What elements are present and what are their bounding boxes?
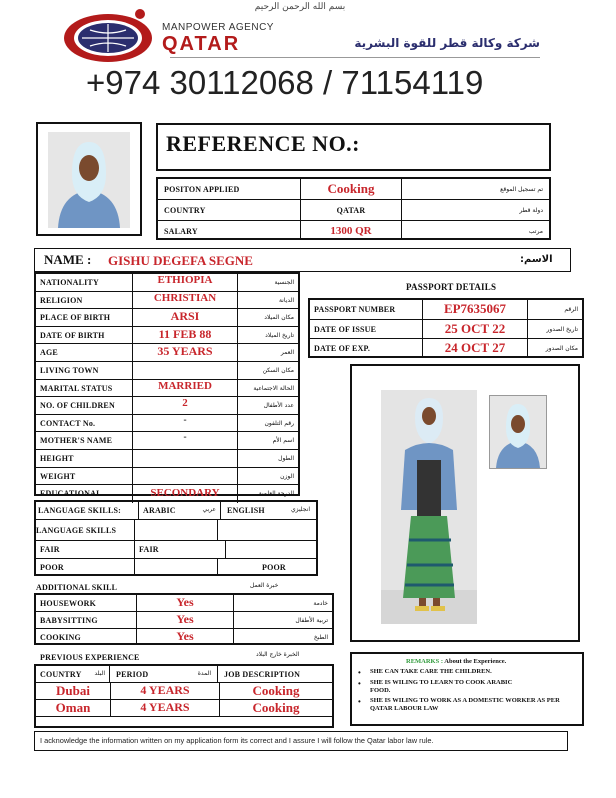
experience-title-ar: الخبرة خارج البلاد (256, 651, 300, 658)
personal-row (36, 274, 298, 292)
skills-rows (36, 595, 332, 645)
position-applied-value: Cooking (301, 179, 402, 199)
skill-label: COOKING (36, 629, 137, 645)
field-label-ar: تم تسجيل الموقع (500, 186, 543, 193)
field-label: NO. OF CHILDREN (36, 397, 133, 414)
experience-job: Cooking (252, 700, 300, 715)
field-label: DATE OF EXP. (310, 339, 423, 357)
experience-job: Cooking (252, 683, 300, 698)
arabic-label-ar: عربي (202, 506, 216, 513)
field-label-ar: الجنسية (274, 279, 294, 286)
field-label: PASSPORT NUMBER (310, 300, 423, 319)
fair-label: FAIR (36, 541, 135, 558)
personal-row (36, 432, 298, 450)
experience-row (36, 700, 332, 717)
field-label-ar: مكان الميلاد (264, 314, 294, 322)
personal-rows (36, 274, 298, 503)
field-label-ar: دولة قطر (519, 207, 543, 214)
cooking-value: Yes (137, 629, 234, 645)
experience-country: Dubai (36, 683, 111, 699)
passport-number-value: EP7635067 (423, 300, 528, 319)
skill-label-ar: الطبخ (313, 634, 328, 641)
nationality-value: ETHIOPIA (133, 274, 238, 291)
bullet-icon: • (358, 697, 361, 706)
skill-label: BABYSITTING (36, 612, 137, 628)
babysitting-value: Yes (137, 612, 234, 628)
skill-label-ar: تربية الأطفال (295, 617, 328, 624)
position-rows (158, 179, 549, 240)
experience-period: 4 YEARS (111, 700, 220, 716)
field-label-ar: اسم الأم (272, 437, 294, 445)
personal-row (36, 327, 298, 345)
age-value: 35 YEARS (133, 344, 238, 361)
skill-label: HOUSEWORK (36, 595, 137, 611)
country-header-ar: البلد (94, 670, 105, 677)
personal-row (36, 397, 298, 415)
field-label-ar: الدرجة العلمية (258, 490, 294, 498)
skill-row (36, 595, 332, 612)
period-column-header (110, 666, 218, 682)
experience-title: PREVIOUS EXPERIENCE (40, 653, 140, 662)
agency-name-line2: QATAR (162, 33, 241, 55)
salary-value: 1300 QR (301, 221, 402, 240)
field-label-ar: الحالة الاجتماعية (253, 384, 294, 392)
arabic-level-value: FAIR (135, 541, 226, 558)
religion-value: CHRISTIAN (133, 292, 238, 309)
height-value (133, 450, 238, 467)
language-header: LANGUAGE SKILLS: (36, 502, 139, 519)
passport-title: PASSPORT DETAILS (406, 282, 497, 292)
skills-title: ADDITIONAL SKILL (36, 583, 118, 592)
field-label: WEIGHT (36, 468, 133, 485)
passport-row (310, 320, 582, 340)
english-level-value: POOR (262, 563, 286, 572)
field-label-ar: الوزن (280, 472, 294, 480)
name-label-ar: الاسم: (520, 254, 553, 265)
field-label-ar: العمر (280, 349, 294, 357)
field-label: MOTHER'S NAME (36, 432, 133, 449)
language-header-row (36, 502, 316, 520)
country-value: QATAR (301, 200, 402, 220)
arabic-label: ARABIC (143, 506, 176, 515)
remarks-title: REMARKS : (406, 658, 444, 665)
english-column (221, 502, 316, 519)
field-label: DATE OF ISSUE (310, 320, 423, 339)
field-label: SALARY (158, 221, 301, 240)
agency-logo (60, 6, 160, 64)
living-town-value (133, 362, 238, 379)
job-header: JOB DESCRIPTION (224, 670, 301, 679)
skill-row (36, 629, 332, 645)
experience-country: Oman (36, 700, 111, 716)
field-label: RELIGION (36, 292, 133, 309)
language-fair-row (36, 541, 316, 559)
field-label-ar: رقم التلفون (264, 419, 294, 427)
language-poor-row (36, 559, 316, 576)
basmala: بسم الله الرحمن الرحيم (254, 2, 346, 12)
portrait-photo (48, 132, 130, 228)
english-label: ENGLISH (227, 506, 265, 515)
personal-row (36, 362, 298, 380)
field-label: COUNTRY (158, 200, 301, 220)
field-label: LIVING TOWN (36, 362, 133, 379)
personal-row (36, 309, 298, 327)
field-label-ar: الرقم (564, 306, 578, 313)
declaration-text: I acknowledge the information written on my application form its correct and I assure I will follow the Qatar labor law rule. (40, 736, 434, 745)
field-label-ar: مرتب (528, 228, 543, 235)
country-column-header (36, 666, 110, 682)
english-label-ar: انجليزي (290, 506, 310, 513)
name-label: NAME : (44, 252, 92, 267)
passport-row (310, 339, 582, 357)
field-label: HEIGHT (36, 450, 133, 467)
marital-status-value: MARRIED (133, 380, 238, 397)
housework-value: Yes (137, 595, 234, 611)
field-label: CONTACT No. (36, 415, 133, 432)
skills-title-ar: خبرة العمل (250, 582, 279, 589)
field-label: MARITAL STATUS (36, 380, 133, 397)
personal-row (36, 450, 298, 468)
date-of-birth-value: 11 FEB 88 (133, 327, 238, 344)
field-label: AGE (36, 344, 133, 361)
language-sub-label: LANGUAGE SKILLS (36, 520, 135, 540)
agency-phone: +974 30112068 / 71154119 (86, 64, 484, 101)
remark-item (358, 668, 578, 677)
position-row (158, 221, 549, 240)
field-label-ar: تاريخ الميلاد (265, 331, 294, 339)
personal-row (36, 380, 298, 398)
field-label: NATIONALITY (36, 274, 133, 291)
field-label-ar: مكان الصدور (545, 345, 578, 353)
field-label: EDUCATIONAL (36, 485, 133, 503)
remark-text: SHE CAN TAKE CARE THE CHILDREN. (370, 668, 492, 675)
period-header: PERIOD (116, 670, 149, 679)
education-value: SECONDARY (133, 485, 238, 503)
period-header-ar: المدة (197, 670, 211, 677)
remark-text: SHE IS WILING TO WORK AS A DOMESTIC WORKER AS PER QATAR LABOUR LAW (370, 697, 560, 712)
personal-row (36, 292, 298, 310)
language-rows (36, 502, 316, 576)
contact-value: - (133, 415, 238, 432)
full-body-photo (381, 390, 477, 624)
globe-logo-icon (60, 6, 160, 64)
field-label-ar: عدد الأطفال (263, 402, 294, 410)
passport-row (310, 300, 582, 320)
issue-date-value: 25 OCT 22 (423, 320, 528, 339)
remarks-heading (406, 658, 506, 665)
skill-row (36, 612, 332, 629)
reference-label: REFERENCE NO.: (166, 131, 361, 156)
passport-photo (489, 395, 547, 469)
experience-rows (36, 666, 332, 717)
position-row (158, 179, 549, 200)
country-header: COUNTRY (40, 670, 82, 679)
position-row (158, 200, 549, 221)
bullet-icon: • (358, 668, 361, 677)
weight-value (133, 468, 238, 485)
mother-name-value: - (133, 432, 238, 449)
arabic-column (139, 502, 221, 519)
header-rule (170, 57, 540, 58)
field-label: DATE OF BIRTH (36, 327, 133, 344)
bullet-icon: • (358, 679, 361, 688)
field-label-ar: الطول (278, 454, 294, 462)
agency-name-arabic: شركة وكالة قطر للقوة البشرية (354, 36, 540, 50)
place-of-birth-value: ARSI (133, 309, 238, 326)
children-value: 2 (133, 397, 238, 414)
remarks-subtitle: About the Experience. (444, 658, 507, 665)
personal-row (36, 415, 298, 433)
poor-label: POOR (36, 559, 135, 576)
remark-item (358, 679, 578, 695)
personal-row (36, 344, 298, 362)
field-label-ar: مكان السكن (262, 366, 294, 374)
field-label: POSITON APPLIED (158, 179, 301, 199)
experience-row (36, 683, 332, 700)
remark-item (358, 697, 578, 713)
expiry-date-value: 24 OCT 27 (423, 339, 528, 357)
experience-header-row (36, 666, 332, 683)
field-label-ar: تاريخ الصدور (546, 325, 578, 333)
agency-name-line1: MANPOWER AGENCY (162, 22, 274, 33)
skill-label-ar: خادمة (313, 600, 328, 607)
name-value: GISHU DEGEFA SEGNE (108, 253, 253, 268)
field-label-ar: الديانة (278, 296, 294, 304)
personal-row (36, 468, 298, 486)
experience-period: 4 YEARS (111, 683, 220, 699)
passport-rows (310, 300, 582, 357)
field-label: PLACE OF BIRTH (36, 309, 133, 326)
remark-text: SHE IS WILING TO LEARN TO COOK ARABIC FOOD. (370, 679, 513, 694)
remarks-list (358, 668, 578, 713)
language-sub-row (36, 520, 316, 541)
